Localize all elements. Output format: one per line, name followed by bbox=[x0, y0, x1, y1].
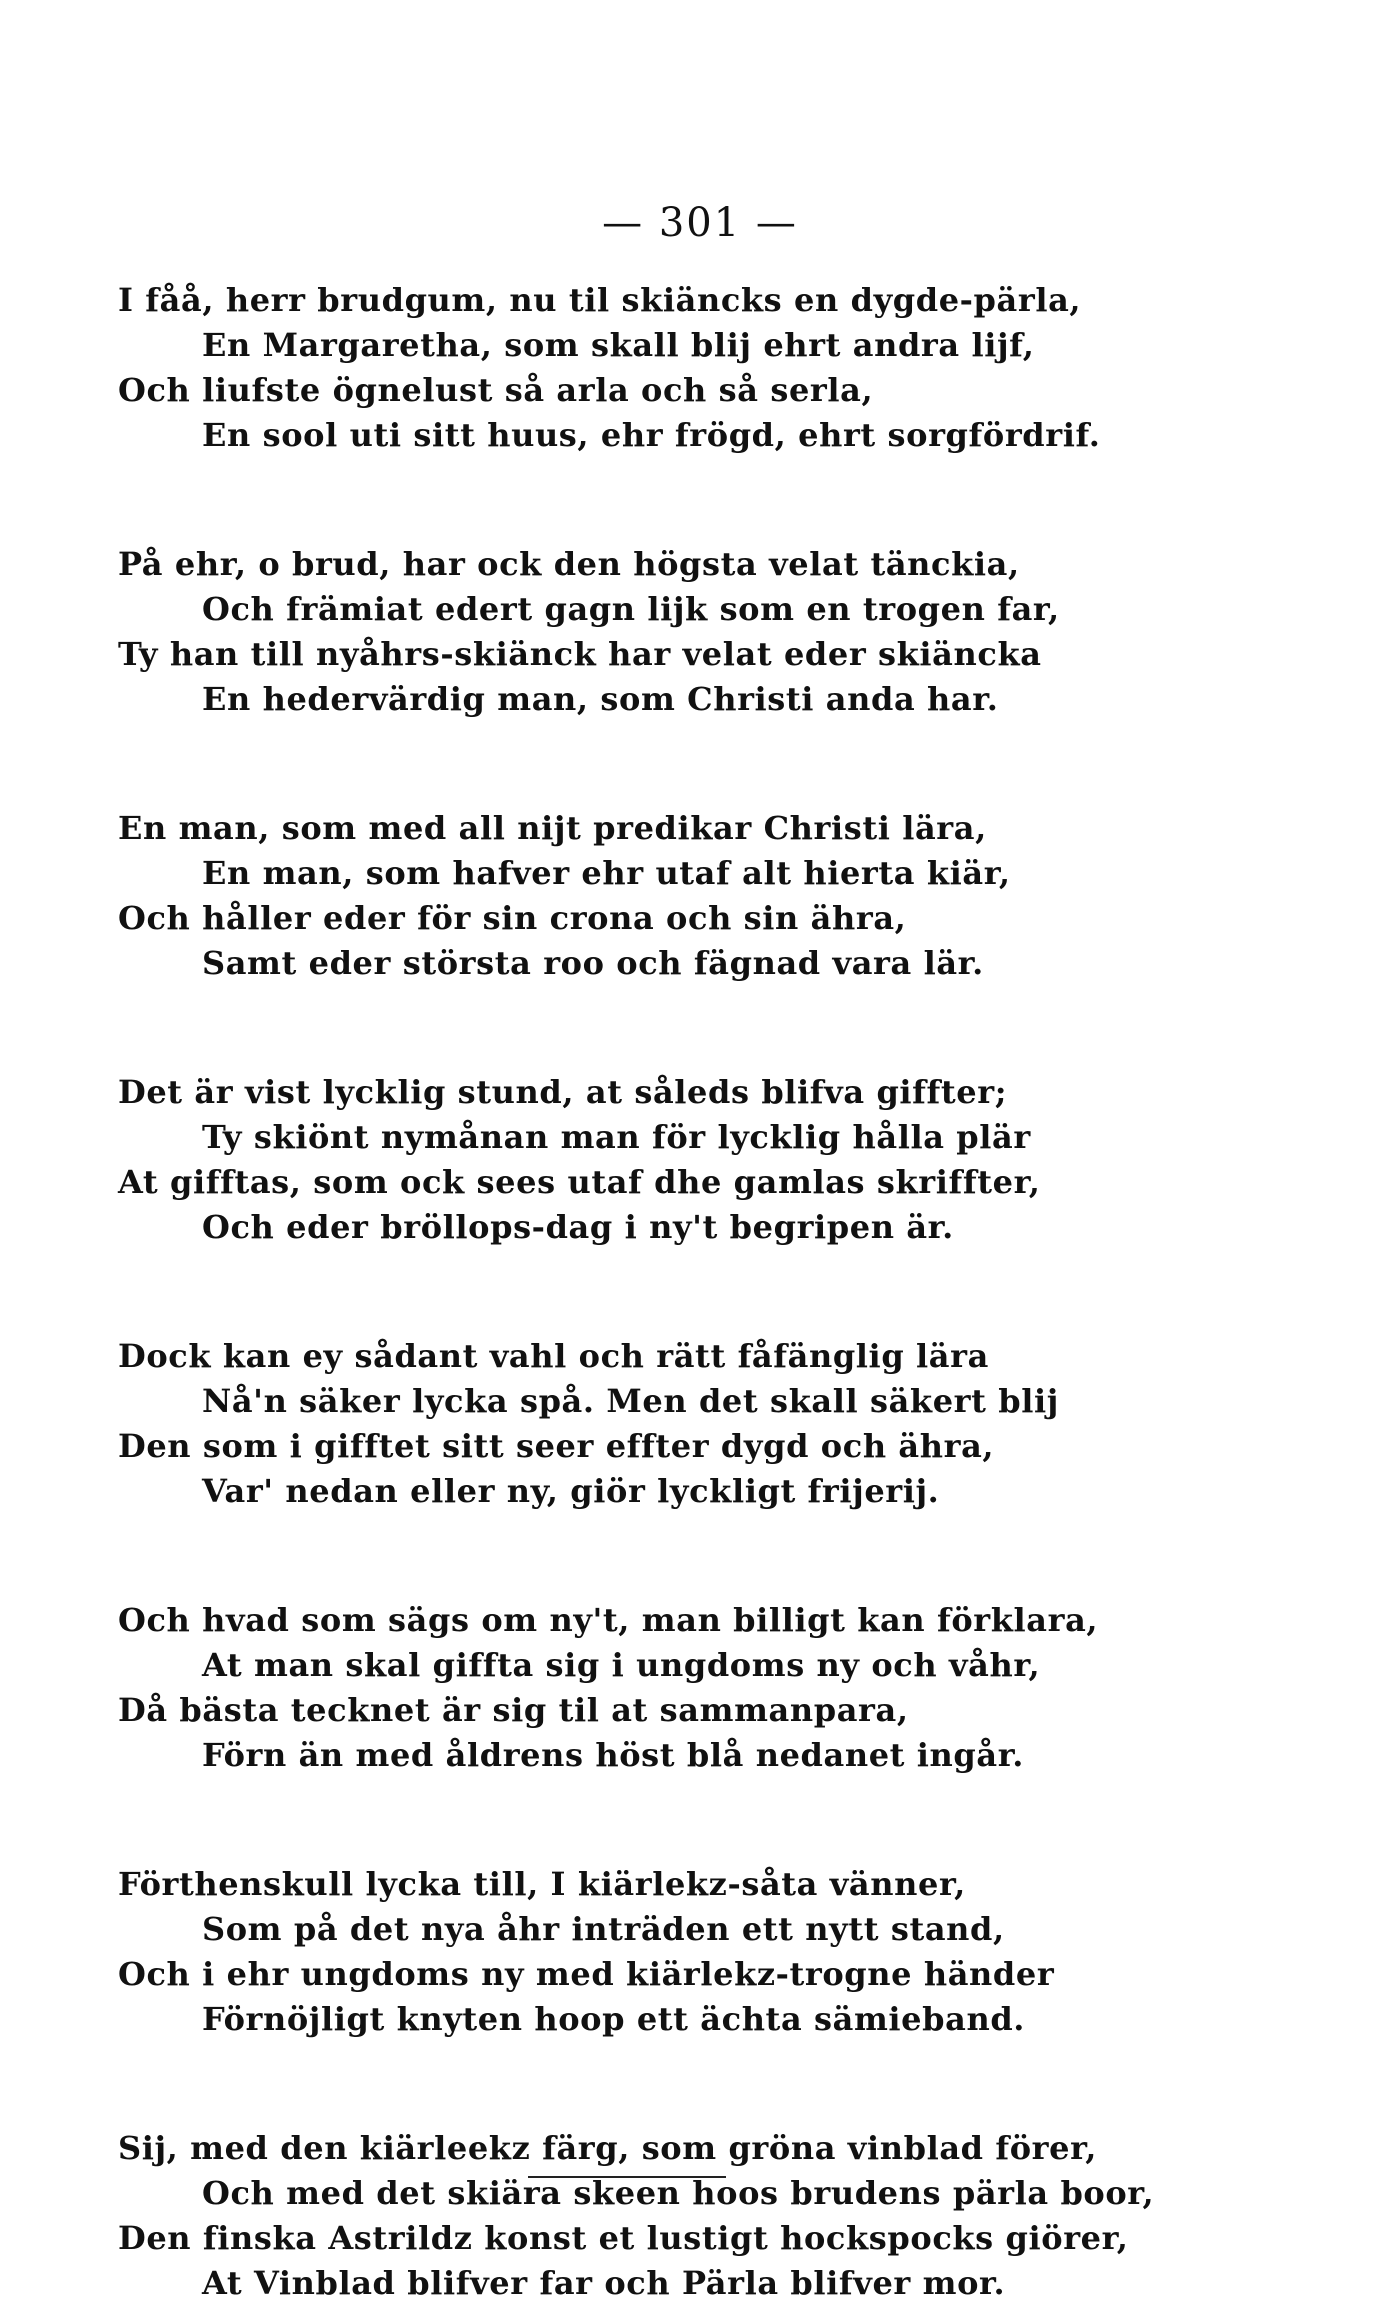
poem-line: Och i ehr ungdoms ny med kiärlekz-trogne händer bbox=[118, 1955, 1055, 1993]
stanza bbox=[118, 278, 1348, 458]
poem-line: Och hvad som sägs om ny't, man billigt kan förklara, bbox=[118, 1601, 1099, 1639]
poem-line: I fåå, herr brudgum, nu til skiäncks en dygde-pärla, bbox=[118, 281, 1082, 319]
poem-line: Samt eder största roo och fägnad vara lär. bbox=[202, 944, 984, 982]
poem-line: Och med det skiära skeen hoos brudens pärla boor, bbox=[202, 2174, 1155, 2212]
poem-line: På ehr, o brud, har ock den högsta velat tänckia, bbox=[118, 545, 1020, 583]
poem-line: At man skal giffta sig i ungdoms ny och våhr, bbox=[202, 1646, 1041, 1684]
end-rule bbox=[528, 2176, 726, 2178]
poem-line: Dock kan ey sådant vahl och rätt fåfänglig lära bbox=[118, 1337, 989, 1375]
poem-line: En man, som hafver ehr utaf alt hierta kiär, bbox=[202, 854, 1011, 892]
poem-line: Var' nedan eller ny, giör lyckligt frijerij. bbox=[202, 1472, 940, 1510]
stanza bbox=[118, 542, 1348, 722]
stanza bbox=[118, 1070, 1348, 1250]
stanza bbox=[118, 2126, 1348, 2306]
page-number: — 301 — bbox=[602, 200, 798, 246]
poem-line: Då bästa tecknet är sig til at sammanpara, bbox=[118, 1691, 909, 1729]
poem-line: Den finska Astrildz konst et lustigt hockspocks giörer, bbox=[118, 2219, 1129, 2257]
poem-line: En sool uti sitt huus, ehr frögd, ehrt sorgfördrif. bbox=[202, 416, 1101, 454]
poem-line: Ty han till nyåhrs-skiänck har velat eder skiäncka bbox=[118, 635, 1042, 673]
stanza bbox=[118, 1334, 1348, 1514]
stanza bbox=[118, 1862, 1348, 2042]
poem-line: En man, som med all nijt predikar Christi lära, bbox=[118, 809, 987, 847]
poem-line: En Margaretha, som skall blij ehrt andra lijf, bbox=[202, 326, 1035, 364]
poem-line: Som på det nya åhr inträden ett nytt stand, bbox=[202, 1910, 1005, 1948]
poem-line: En hedervärdig man, som Christi anda har. bbox=[202, 680, 999, 718]
poem bbox=[118, 278, 1348, 2306]
stanza bbox=[118, 806, 1348, 986]
poem-line: Det är vist lycklig stund, at såleds blifva giffter; bbox=[118, 1073, 1008, 1111]
poem-line: Ty skiönt nymånan man för lycklig hålla plär bbox=[202, 1118, 1031, 1156]
poem-line: Sij, med den kiärleekz färg, som gröna vinblad förer, bbox=[118, 2129, 1097, 2167]
poem-line: Och håller eder för sin crona och sin ähra, bbox=[118, 899, 907, 937]
poem-line: At Vinblad blifver far och Pärla blifver mor. bbox=[202, 2264, 1006, 2302]
poem-line: Den som i gifftet sitt seer effter dygd och ähra, bbox=[118, 1427, 995, 1465]
poem-line: Och främiat edert gagn lijk som en trogen far, bbox=[202, 590, 1060, 628]
poem-line: Förthenskull lycka till, I kiärlekz-såta vänner, bbox=[118, 1865, 966, 1903]
poem-line: Och liufste ögnelust så arla och så serla, bbox=[118, 371, 874, 409]
poem-line: Och eder bröllops-dag i ny't begripen är. bbox=[202, 1208, 954, 1246]
poem-line: Förn än med åldrens höst blå nedanet ingår. bbox=[202, 1736, 1024, 1774]
stanza bbox=[118, 1598, 1348, 1778]
poem-line: At gifftas, som ock sees utaf dhe gamlas skriffter, bbox=[118, 1163, 1041, 1201]
poem-line: Nå'n säker lycka spå. Men det skall säkert blij bbox=[202, 1382, 1059, 1420]
poem-line: Förnöjligt knyten hoop ett ächta sämieband. bbox=[202, 2000, 1026, 2038]
